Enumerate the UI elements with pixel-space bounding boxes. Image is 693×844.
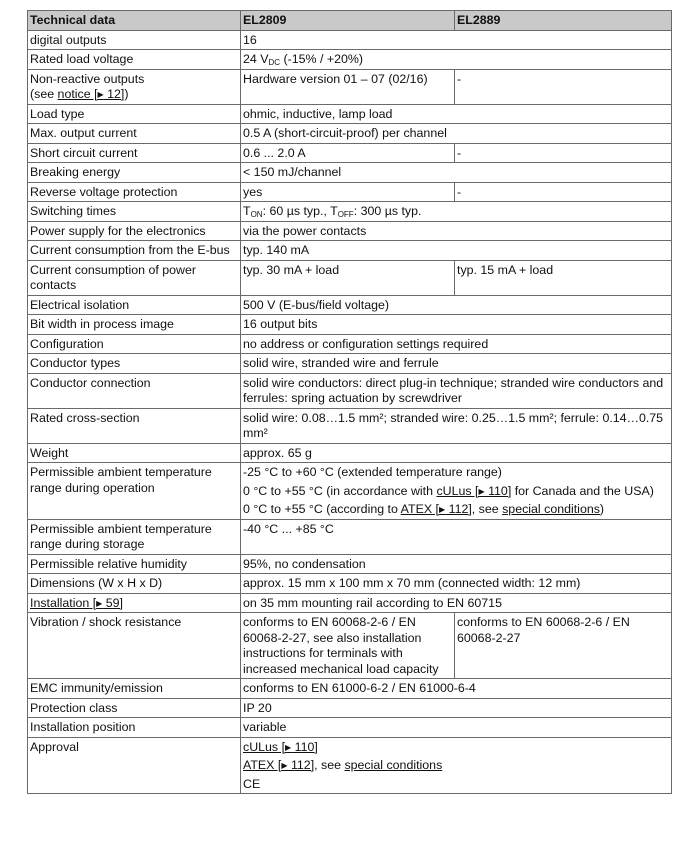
table-row	[28, 241, 672, 261]
table-row	[28, 334, 672, 354]
row-label: Current consumption of power contacts	[28, 260, 241, 295]
label-line: Non-reactive outputs	[30, 71, 145, 86]
t-off-subscript: OFF	[337, 210, 354, 219]
row-label: Rated load voltage	[28, 50, 241, 70]
approval-line: ATEX [▶ 112], see special conditions	[243, 758, 443, 772]
row-label: Short circuit current	[28, 143, 241, 163]
row-value: solid wire conductors: direct plug-in technique; stranded wire conductors and ferrules: spring actuation by screwdriver	[241, 373, 672, 408]
special-conditions-link[interactable]: special conditions	[502, 502, 600, 516]
table-row	[28, 408, 672, 443]
voltage-suffix: (-15% / +20%)	[280, 52, 364, 66]
technical-data-table	[27, 10, 672, 794]
row-label: Conductor connection	[28, 373, 241, 408]
culus-link[interactable]: cULus [▶ 110]	[436, 483, 512, 498]
row-label: Non-reactive outputs (see notice [▶ 12])	[28, 69, 241, 104]
table-row	[28, 737, 672, 794]
row-value: Hardware version 01 – 07 (02/16)	[241, 69, 455, 104]
table-row	[28, 30, 672, 50]
row-value-el2889: conforms to EN 60068-2-6 / EN 60068-2-27	[455, 613, 672, 679]
row-value	[241, 463, 672, 520]
row-label: Installation position	[28, 718, 241, 738]
t-on-subscript: ON	[250, 210, 263, 219]
row-label: digital outputs	[28, 30, 241, 50]
row-value: 0.6 ... 2.0 A	[241, 143, 455, 163]
row-value: $T_{ON}$: 60 µs typ., $T_{OFF}$: 300 µs typ.	[241, 202, 672, 222]
row-value: approx. 15 mm x 100 mm x 70 mm (connected width: 12 mm)	[241, 574, 672, 594]
link-arrow-icon: ▶	[97, 90, 104, 99]
table-row	[28, 124, 672, 144]
temperature-line: 0 °C to +55 °C (in accordance with cULus [▶ 110] for Canada and the USA)	[243, 483, 654, 498]
row-value: approx. 65 g	[241, 443, 672, 463]
approval-line	[243, 740, 668, 756]
row-value-el2889: -	[455, 182, 672, 202]
row-value-el2889: -	[455, 69, 672, 104]
row-label: Permissible relative humidity	[28, 554, 241, 574]
row-label: Electrical isolation	[28, 295, 241, 315]
row-value: typ. 30 mA + load	[241, 260, 455, 295]
row-value: solid wire, stranded wire and ferrule	[241, 354, 672, 374]
row-label: Approval	[28, 737, 241, 794]
special-conditions-approval-link[interactable]: special conditions	[344, 758, 443, 772]
table-row	[28, 315, 672, 335]
row-label: Weight	[28, 443, 241, 463]
row-label: Bit width in process image	[28, 315, 241, 335]
voltage-subscript: DC	[268, 58, 281, 67]
row-value: conforms to EN 61000-6-2 / EN 61000-6-4	[241, 679, 672, 699]
row-value	[241, 50, 672, 70]
header-el2889: EL2889	[455, 11, 672, 31]
table-row	[28, 50, 672, 70]
table-row	[28, 69, 672, 104]
row-value: via the power contacts	[241, 221, 672, 241]
table-row	[28, 221, 672, 241]
row-label: Vibration / shock resistance	[28, 613, 241, 679]
row-label: Power supply for the electronics	[28, 221, 241, 241]
table-row	[28, 354, 672, 374]
table-row	[28, 443, 672, 463]
row-label: Current consumption from the E-bus	[28, 241, 241, 261]
link-arrow-icon: ▶	[478, 486, 485, 496]
row-label: Reverse voltage protection	[28, 182, 241, 202]
row-value: -40 °C ... +85 °C	[241, 519, 672, 554]
table-row	[28, 295, 672, 315]
table-row	[28, 574, 672, 594]
row-value: 95%, no condensation	[241, 554, 672, 574]
row-value: solid wire: 0.08…1.5 mm²; stranded wire: 0.25…1.5 mm²; ferrule: 0.14…0.75 mm²	[241, 408, 672, 443]
link-arrow-icon: ▶	[96, 598, 103, 608]
notice-link[interactable]: notice [▶ 12]	[57, 87, 125, 101]
row-label: Permissible ambient temperature range during operation	[28, 463, 241, 520]
row-value: 16	[241, 30, 672, 50]
culus-approval-link[interactable]: cULus [▶ 110]	[243, 739, 318, 754]
row-label: EMC immunity/emission	[28, 679, 241, 699]
table-row	[28, 698, 672, 718]
row-label: Protection class	[28, 698, 241, 718]
row-value-el2889: -	[455, 143, 672, 163]
table-header-row	[28, 11, 672, 31]
row-label: Permissible ambient temperature range during storage	[28, 519, 241, 554]
label-text: (see	[30, 87, 58, 101]
temperature-line: -25 °C to +60 °C (extended temperature range)	[243, 465, 502, 479]
row-value: 500 V (E-bus/field voltage)	[241, 295, 672, 315]
row-value: on 35 mm mounting rail according to EN 60715	[241, 593, 672, 613]
header-el2809: EL2809	[241, 11, 455, 31]
temperature-line: 0 °C to +55 °C (according to ATEX [▶ 112], see special conditions)	[243, 502, 605, 516]
row-value: ohmic, inductive, lamp load	[241, 104, 672, 124]
atex-link[interactable]: ATEX [▶ 112]	[400, 502, 472, 516]
row-value: conforms to EN 60068-2-6 / EN 60068-2-27, see also installation instructions for terminals with increased mechanical load capacity	[241, 613, 455, 679]
row-label: Rated cross-section	[28, 408, 241, 443]
row-value: no address or configuration settings required	[241, 334, 672, 354]
atex-approval-link[interactable]: ATEX [▶ 112]	[243, 758, 315, 772]
table-row	[28, 202, 672, 222]
approval-line: CE	[243, 776, 261, 791]
row-label: Switching times	[28, 202, 241, 222]
row-value: typ. 140 mA	[241, 241, 672, 261]
row-label	[28, 593, 241, 613]
row-label: Dimensions (W x H x D)	[28, 574, 241, 594]
row-label: Conductor types	[28, 354, 241, 374]
table-row	[28, 104, 672, 124]
installation-link[interactable]: Installation [▶ 59]	[30, 595, 123, 610]
table-row	[28, 679, 672, 699]
link-arrow-icon: ▶	[281, 761, 288, 770]
header-technical-data: Technical data	[28, 11, 241, 31]
row-label: Configuration	[28, 334, 241, 354]
row-value: IP 20	[241, 698, 672, 718]
row-label: Max. output current	[28, 124, 241, 144]
row-value: yes	[241, 182, 455, 202]
table-row	[28, 373, 672, 408]
table-row	[28, 593, 672, 613]
row-value: variable	[241, 718, 672, 738]
table-row	[28, 718, 672, 738]
row-value: 16 output bits	[241, 315, 672, 335]
table-row	[28, 554, 672, 574]
row-value	[241, 737, 672, 794]
row-value: < 150 mJ/channel	[241, 163, 672, 183]
row-value-el2889: typ. 15 mA + load	[455, 260, 672, 295]
link-arrow-icon: ▶	[285, 742, 292, 752]
table-row	[28, 463, 672, 520]
row-label: Load type	[28, 104, 241, 124]
table-row	[28, 143, 672, 163]
link-arrow-icon: ▶	[439, 505, 446, 514]
table-row	[28, 260, 672, 295]
table-row	[28, 163, 672, 183]
voltage-prefix: 24 V	[243, 52, 269, 66]
table-row	[28, 182, 672, 202]
row-label: Breaking energy	[28, 163, 241, 183]
table-row	[28, 519, 672, 554]
table-row	[28, 613, 672, 679]
row-value: 0.5 A (short-circuit-proof) per channel	[241, 124, 672, 144]
